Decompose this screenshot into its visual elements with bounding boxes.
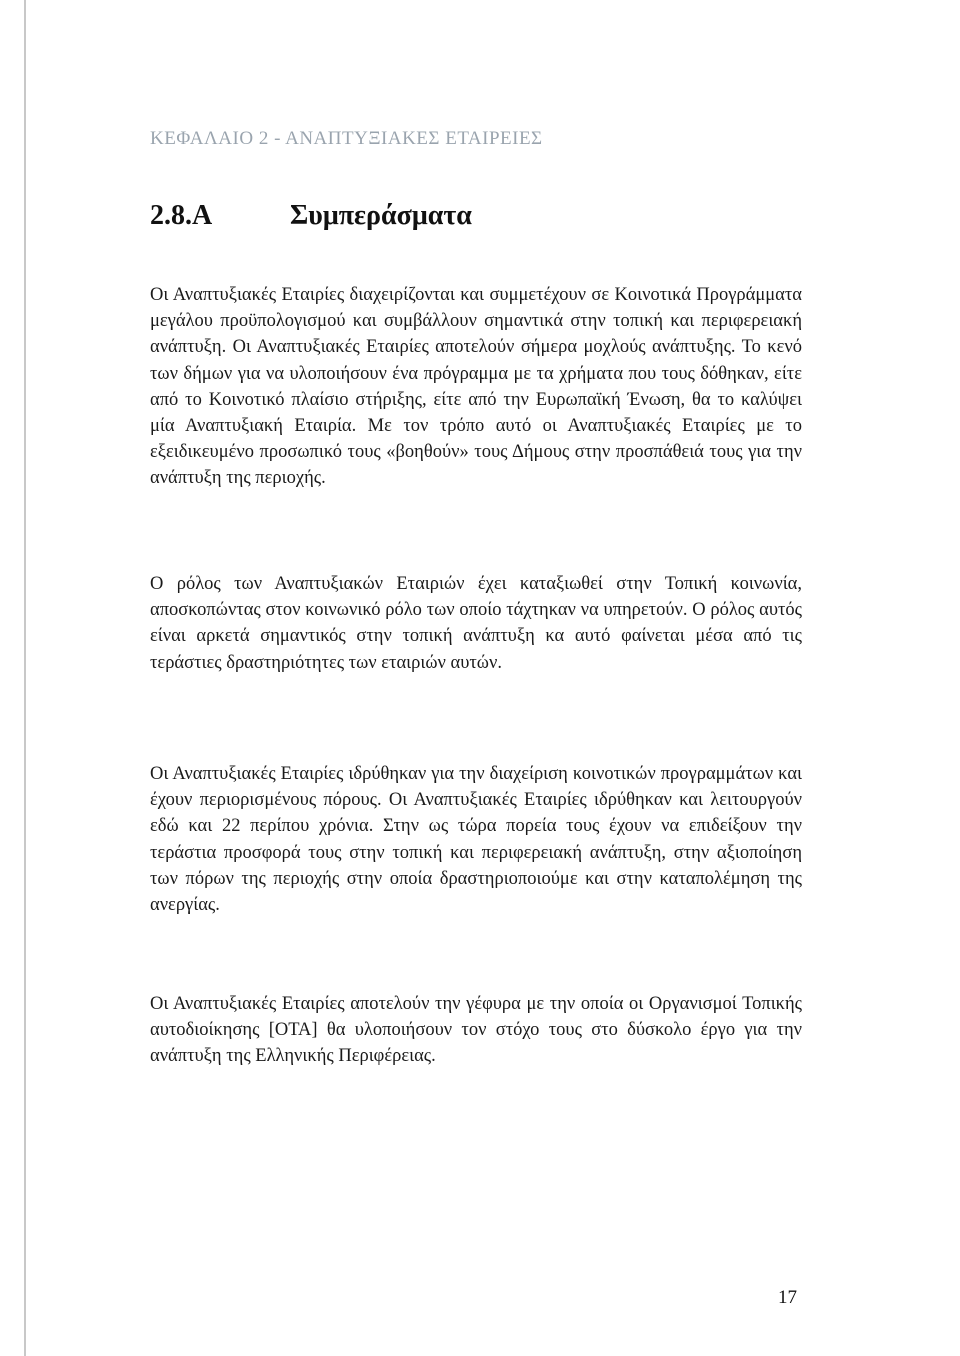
page-number: 17: [778, 1287, 797, 1308]
section-number: 2.8.Α: [150, 200, 213, 231]
section-heading: [150, 200, 472, 232]
body-paragraph: Ο ρόλος των Αναπτυξιακών Εταιριών έχει καταξιωθεί στην Τοπική κοινωνία, αποσκοπώντας στον κοινωνικό ρόλο των οποίο τάχτηκαν να υπηρετούν. Ο ρόλος αυτός είναι αρκετά σημαντικός στην τοπική ανάπτυξη κα αυτό φαίνεται μέσα από τις τεράστιες δραστηριότητες των εταιριών αυτών.: [150, 574, 802, 673]
body-paragraph: Οι Αναπτυξιακές Εταιρίες διαχειρίζονται και συμμετέχουν σε Κοινοτικά Προγράμματα μεγάλου προϋπολογισμού και συμβάλλουν σημαντικά στην τοπική και περιφερειακή ανάπτυξη. Οι Αναπτυξιακές Εταιρίες αποτελούν σήμερα μοχλούς ανάπτυξης. Το κενό των δήμων για να υλοποιήσουν ένα πρόγραμμα με τα χρήματα που τους δόθηκαν, είτε από το Κοινοτικό πλαίσιο στήριξης, είτε από την Ευρωπαϊκή Ένωση, θα το καλύψει μία Αναπτυξιακή Εταιρία. Με τον τρόπο αυτό οι Αναπτυξιακές Εταιρίες με το εξειδικευμένο προσωπικό τους «βοηθούν» τους Δήμους στην προσπάθειά τους για την ανάπτυξη της περιοχής.: [150, 285, 802, 489]
body-paragraph: Οι Αναπτυξιακές Εταιρίες ιδρύθηκαν για την διαχείριση κοινοτικών προγραμμάτων και έχουν περιορισμένους πόρους. Οι Αναπτυξιακές Εταιρίες ιδρύθηκαν και λειτουργούν εδώ και 22 περίπου χρόνια. Στην ως τώρα πορεία τους έχουν να επιδείξουν την τεράστια προσφορά τους στην τοπική και περιφερειακή ανάπτυξη, στην αξιοποίηση των πόρων της περιοχής στην οποία δραστηριοποιούμε και στην καταπολέμηση της ανεργίας.: [150, 764, 802, 916]
section-title: Συμπεράσματα: [290, 200, 472, 231]
running-header: ΚΕΦΑΛΑΙΟ 2 - ΑΝΑΠΤΥΞΙΑΚΕΣ ΕΤΑΙΡΕΙΕΣ: [150, 128, 543, 149]
body-paragraph: Οι Αναπτυξιακές Εταιρίες αποτελούν την γέφυρα με την οποία οι Οργανισμοί Τοπικής αυτοδιοίκησης [ΟΤΑ] θα υλοποιήσουν τον στόχο τους στο δύσκολο έργο για την ανάπτυξη της Ελληνικής Περιφέρειας.: [150, 994, 802, 1067]
scan-edge-line: [24, 0, 26, 1356]
